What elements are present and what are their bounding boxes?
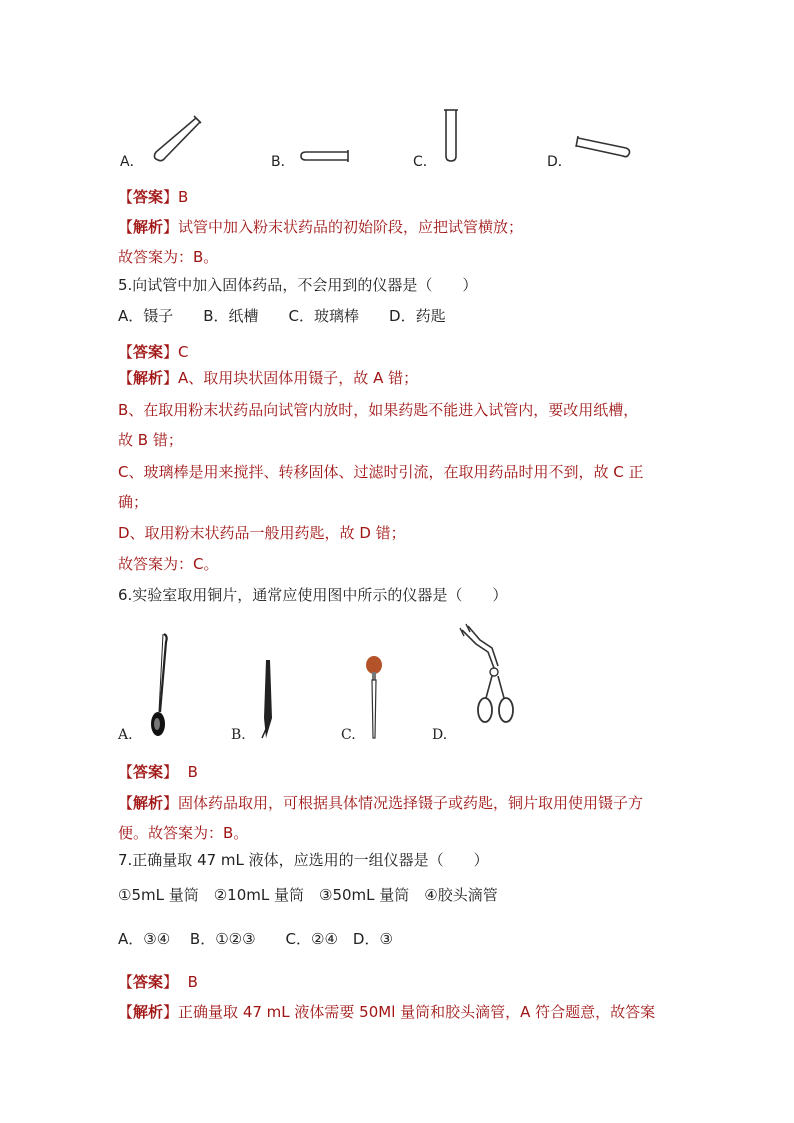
crucible-tongs-icon xyxy=(454,624,522,726)
dropper-icon xyxy=(364,654,384,742)
test-tube-horizontal-icon xyxy=(300,150,350,162)
test-tube-vertical-icon xyxy=(444,108,458,162)
q7-stem: 7.正确量取 47 mL 液体，应选用的一组仪器是（ ） xyxy=(118,851,489,869)
q4-option-b[interactable]: B． xyxy=(271,154,295,170)
q7-analysis: 【解析】正确量取 47 mL 液体需要 50Ml 量筒和胶头滴管，A 符合题意，故答案 xyxy=(118,1003,656,1021)
tweezers-icon xyxy=(256,658,280,742)
q5-analysis-line4: C、玻璃棒是用来搅拌、转移固体、过滤时引流，在取用药品时用不到，故 C 正 xyxy=(118,463,644,481)
q5-analysis: 【解析】A、取用块状固体用镊子，故 A 错； xyxy=(118,369,419,387)
q7-items: ①5mL 量筒 ②10mL 量筒 ③50mL 量筒 ④胶头滴管 xyxy=(118,886,498,904)
q5-answer-value: C xyxy=(178,343,189,361)
q7-answer: 【答案】 B xyxy=(118,973,198,991)
q5-analysis-line2: B、在取用粉末状药品向试管内放时，如果药匙不能进入试管内，要改用纸槽， xyxy=(118,401,639,419)
q4-option-d[interactable]: D． xyxy=(547,154,572,170)
q4-answer: 【答案】B xyxy=(118,188,189,206)
q7-answer-value: B xyxy=(187,973,198,991)
q4-answer-value: B xyxy=(178,188,189,206)
q7-options[interactable]: A．③④ B．①②③ C．②④ D．③ xyxy=(118,930,393,948)
test-tube-tilted-icon xyxy=(150,116,202,164)
q6-answer: 【答案】 B xyxy=(118,763,198,781)
q5-answer: 【答案】C xyxy=(118,343,189,361)
test-tube-slight-tilt-icon xyxy=(576,134,632,160)
q5-options[interactable]: A．镊子 B．纸槽 C．玻璃棒 D．药匙 xyxy=(118,307,446,325)
q5-analysis-line5: 确； xyxy=(118,493,149,511)
q6-analysis-line2: 便。故答案为：B。 xyxy=(118,824,249,842)
q4-option-a[interactable]: A． xyxy=(120,154,144,170)
q6-option-c[interactable]: C. xyxy=(341,727,356,743)
q6-answer-value: B xyxy=(187,763,198,781)
q4-analysis: 【解析】试管中加入粉末状药品的初始阶段，应把试管横放； xyxy=(118,218,524,236)
q6-option-a[interactable]: A. xyxy=(118,727,133,743)
q5-conclusion: 故答案为：C。 xyxy=(118,555,219,573)
q4-option-c[interactable]: C． xyxy=(413,154,437,170)
q6-option-b[interactable]: B. xyxy=(231,727,246,743)
q6-option-d[interactable]: D. xyxy=(432,727,448,743)
medicine-spoon-icon xyxy=(146,632,176,740)
q5-analysis-line6: D、取用粉末状药品一般用药匙，故 D 错； xyxy=(118,524,406,542)
q6-stem: 6.实验室取用铜片，通常应使用图中所示的仪器是（ ） xyxy=(118,586,508,604)
q6-analysis: 【解析】固体药品取用，可根据具体情况选择镊子或药匙，铜片取用使用镊子方 xyxy=(118,794,644,812)
q5-analysis-line3: 故 B 错； xyxy=(118,431,183,449)
q5-stem: 5.向试管中加入固体药品，不会用到的仪器是（ ） xyxy=(118,276,478,294)
q4-conclusion: 故答案为：B。 xyxy=(118,248,219,266)
